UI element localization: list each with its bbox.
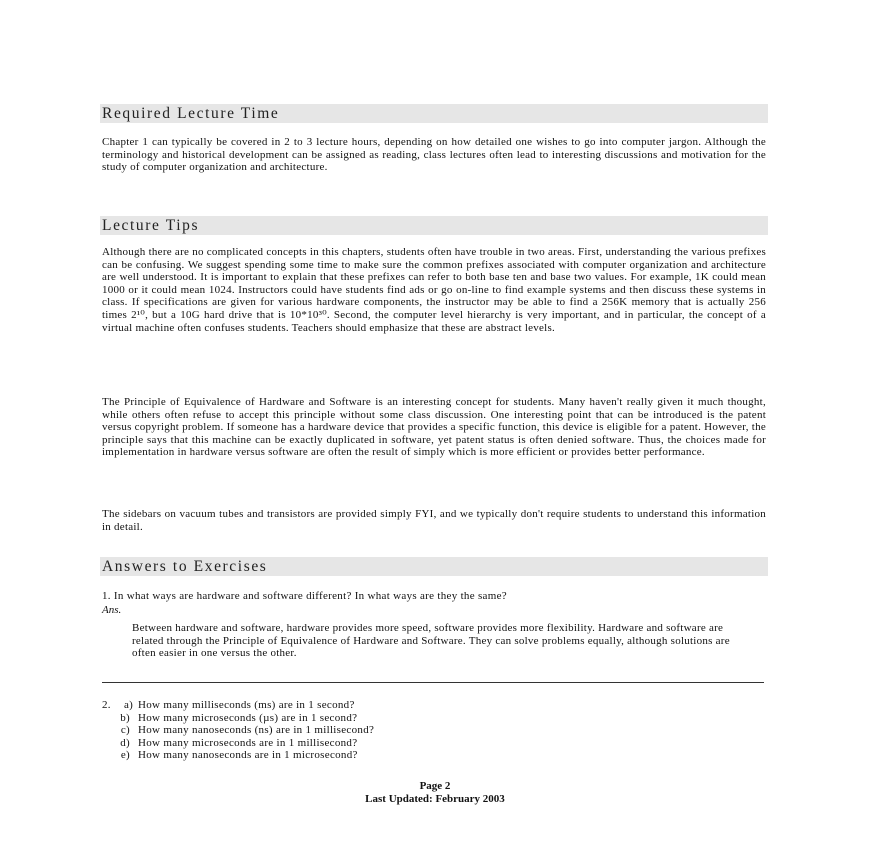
last-updated: Last Updated: February 2003: [365, 793, 505, 805]
item-text: How many microseconds (µs) are in 1 second?: [138, 711, 358, 724]
question-2-number: 2.: [102, 699, 111, 711]
item-letter: a): [124, 699, 134, 711]
divider-line: [102, 682, 764, 683]
tips-text-1: Although there are no complicated concepts in this chapters, students often have trouble in two areas. First, understanding the various prefixes can be confusing. We suggest spending some time to make sure the common prefixes associated with computer organization and architecture are well understood. It is important to explain that these prefixes can refer to both base ten and base two values. For example, 1K could mean 1000 or it could mean 1024. Instructors could have students find ads or go on-line to find example systems and then discuss these systems in class. If specifications are given for various hardware components, the instructor may be able to find a 256K memory that is actually 256 times 2¹⁰, but a 10G hard drive that is 10*10³⁰. Second, the computer level hierarchy is very important, and in particular, the concept of a virtual machine often confuses students. Teachers should emphasize that these are abstract levels.: [102, 246, 766, 334]
required-body: [102, 136, 766, 174]
item-letter: e): [120, 749, 130, 762]
question-2-item: [102, 712, 374, 725]
section-title-answers: Answers to Exercises: [102, 558, 268, 575]
tips-paragraph-3: [102, 508, 766, 533]
question-2: [102, 699, 374, 762]
section-header-required: [100, 104, 768, 123]
item-text: How many nanoseconds (ns) are in 1 millisecond?: [138, 724, 375, 737]
question-2-item: [102, 749, 374, 762]
section-title-tips: Lecture Tips: [102, 217, 200, 234]
question-1: 1. In what ways are hardware and software different? In what ways are they the same?: [102, 590, 507, 602]
tips-paragraph-1: [102, 246, 766, 334]
required-paragraph: Chapter 1 can typically be covered in 2 to 3 lecture hours, depending on how detailed one wishes to go into computer jargon. Although the terminology and historical development can be assigned as reading, class lectures often lead to interesting discussions and motivation for the study of computer organization and architecture.: [102, 136, 766, 174]
question-2-item: [102, 699, 374, 712]
question-2-item: [102, 737, 374, 750]
page-number: Page 2: [419, 780, 451, 792]
section-header-tips: [100, 216, 768, 235]
item-text: How many microseconds are in 1 millisecond?: [138, 736, 358, 749]
section-header-answers: [100, 557, 768, 576]
item-letter: d): [120, 736, 130, 749]
tips-text-2: The Principle of Equivalence of Hardware and Software is an interesting concept for students. Many haven't really given it much thought, while others often refuse to accept this principle without some class discussion. One interesting point that can be introduced is the patent versus copyright problem. If someone has a hardware device that provides a specific function, this device is eligible for a patent. However, the principle says that this machine can be exactly duplicated in software, yet patent status is often denied software. Thus, the choices made for implementation in hardware versus software are often the result of simply which is more efficient or provides better performance.: [102, 396, 766, 459]
section-title-required: Required Lecture Time: [102, 105, 280, 122]
answer-label: Ans.: [102, 604, 122, 616]
question-2-item: [102, 724, 374, 737]
item-letter: c): [120, 724, 130, 737]
answer-1: Between hardware and software, hardware provides more speed, software provides more flexibility. Hardware and software are related through the Principle of Equivalence of Hardware and Software. They can solve problems equally, although solutions are often easier in one versus the other.: [132, 622, 730, 660]
item-text: How many nanoseconds are in 1 microsecond?: [138, 749, 358, 762]
tips-paragraph-2: [102, 396, 766, 459]
item-letter: b): [120, 711, 130, 724]
item-text: How many milliseconds (ms) are in 1 second?: [138, 699, 355, 711]
tips-text-3: The sidebars on vacuum tubes and transistors are provided simply FYI, and we typically don't require students to understand this information in detail.: [102, 508, 766, 533]
